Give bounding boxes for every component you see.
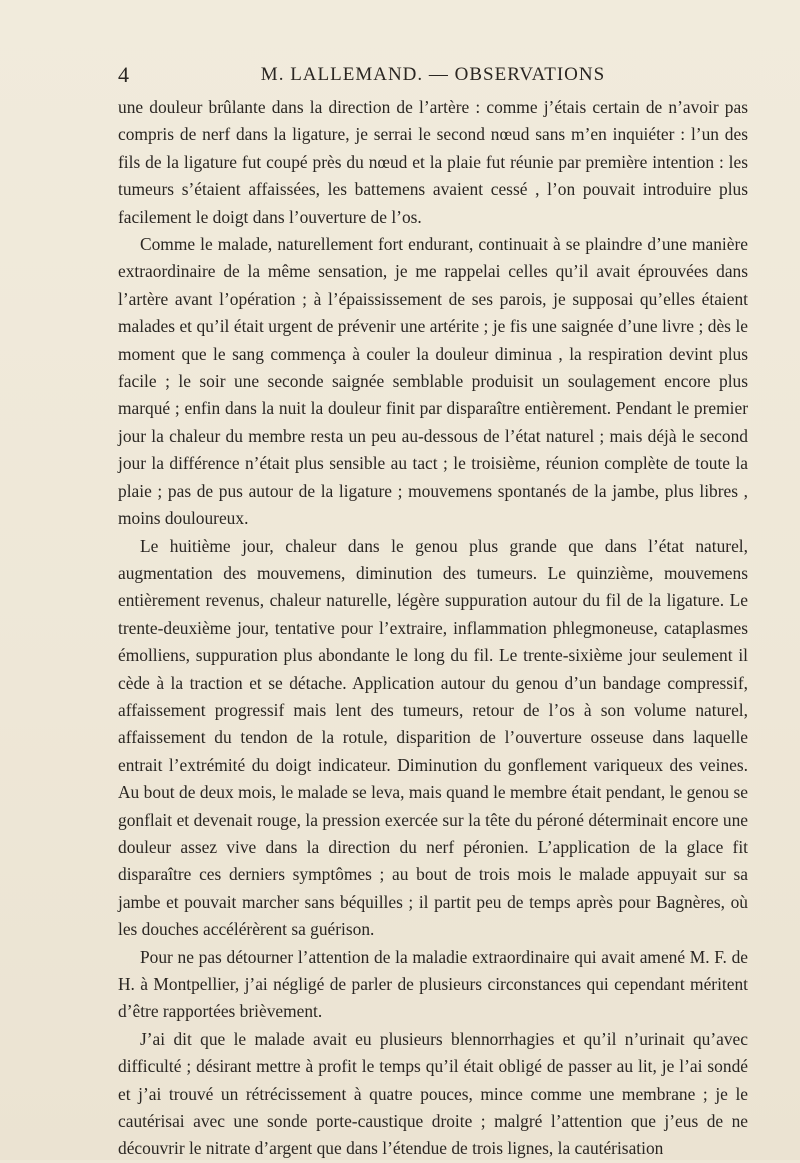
page-body xyxy=(118,94,748,1163)
page-header xyxy=(118,62,748,90)
paragraph: J’ai dit que le malade avait eu plusieurs blennorrhagies et qu’il n’urinait qu’avec difficulté ; désirant mettre à profit le temps qu’il était obligé de passer au lit, je l’ai sondé et j’ai trouvé un rétrécissement à quatre pouces, mince comme une membrane ; je le cautérisai avec une sonde porte-caustique droite ; malgré l’attention que j’eus de ne découvrir le nitrate d’argent que dans l’étendue de trois lignes, la cautérisation xyxy=(118,1028,748,1159)
paragraph: Le huitième jour, chaleur dans le genou plus grande que dans l’état naturel, augmentation des mouvemens, diminution des tumeurs. Le quinzième, mouvemens entièrement revenus, chaleur naturelle, légère suppuration autour du fil de la ligature. Le trente-deuxième jour, tentative pour l’extraire, inflammation phlegmoneuse, cataplasmes émolliens, suppuration plus abondante le long du fil. Le trente-sixième jour seulement il cède à la traction et se détache. Application autour du genou d’un bandage compressif, affaissement progressif mais lent des tumeurs, retour de l’os à son volume naturel, affaissement du tendon de la rotule, disparition de l’ouverture osseuse dans laquelle entrait l’extrémité du doigt indicateur. Diminution du gonflement variqueux des veines. Au bout de deux mois, le malade se leva, mais quand le membre était pendant, le genou se gonflait et devenait rouge, la pression exercée sur la tête du péroné déterminait encore une douleur assez vive dans la direction du nerf péronien. L’application de la glace fit disparaître ces derniers symptômes ; au bout de trois mois le malade appuyait sur sa jambe et pouvait marcher sans béquilles ; il partit peu de temps après pour Bagnères, où les douches accélérèrent sa guérison. xyxy=(118,535,748,940)
running-head: M. LALLEMAND. — OBSERVATIONS xyxy=(260,64,606,85)
paragraph: Comme le malade, naturellement fort endurant, continuait à se plaindre d’une manière extraordinaire de la même sensation, je me rappelai celles qu’il avait éprouvées dans l’artère avant l’opération ; à l’épaississement de ses parois, je supposai qu’elles étaient malades et qu’il était urgent de prévenir une artérite ; je fis une saignée d’une livre ; dès le moment que le sang commença à couler la douleur diminua , la respiration devint plus facile ; le soir une seconde saignée semblable produisit un soulagement encore plus marqué ; enfin dans la nuit la douleur finit par disparaître entièrement. Pendant le premier jour la chaleur du membre resta un peu au-dessous de l’état naturel ; mais déjà le second jour la différence n’était plus sensible au tact ; le troisième, réunion complète de toute la plaie ; pas de pus autour de la ligature ; mouvemens spontanés de la jambe, plus libres , moins douloureux. xyxy=(118,234,748,529)
paragraph: Pour ne pas détourner l’attention de la maladie extraordinaire qui avait amené M. F. de H. à Montpellier, j’ai négligé de parler de plusieurs circonstances qui cependant méritent d’être rapportées brièvement. xyxy=(118,946,748,1022)
paragraph: une douleur brûlante dans la direction de l’artère : comme j’étais certain de n’avoir pas compris de nerf dans la ligature, je serrai le second nœud sans m’en inquiéter : l’un des fils de la ligature fut coupé près du nœud et la plaie fut réunie par première intention : les tumeurs s’étaient affaissées, les battemens avaient cessé , l’on pouvait introduire plus facilement le doigt dans l’ouverture de l’os. xyxy=(118,97,748,227)
page-number: 4 xyxy=(118,62,129,87)
